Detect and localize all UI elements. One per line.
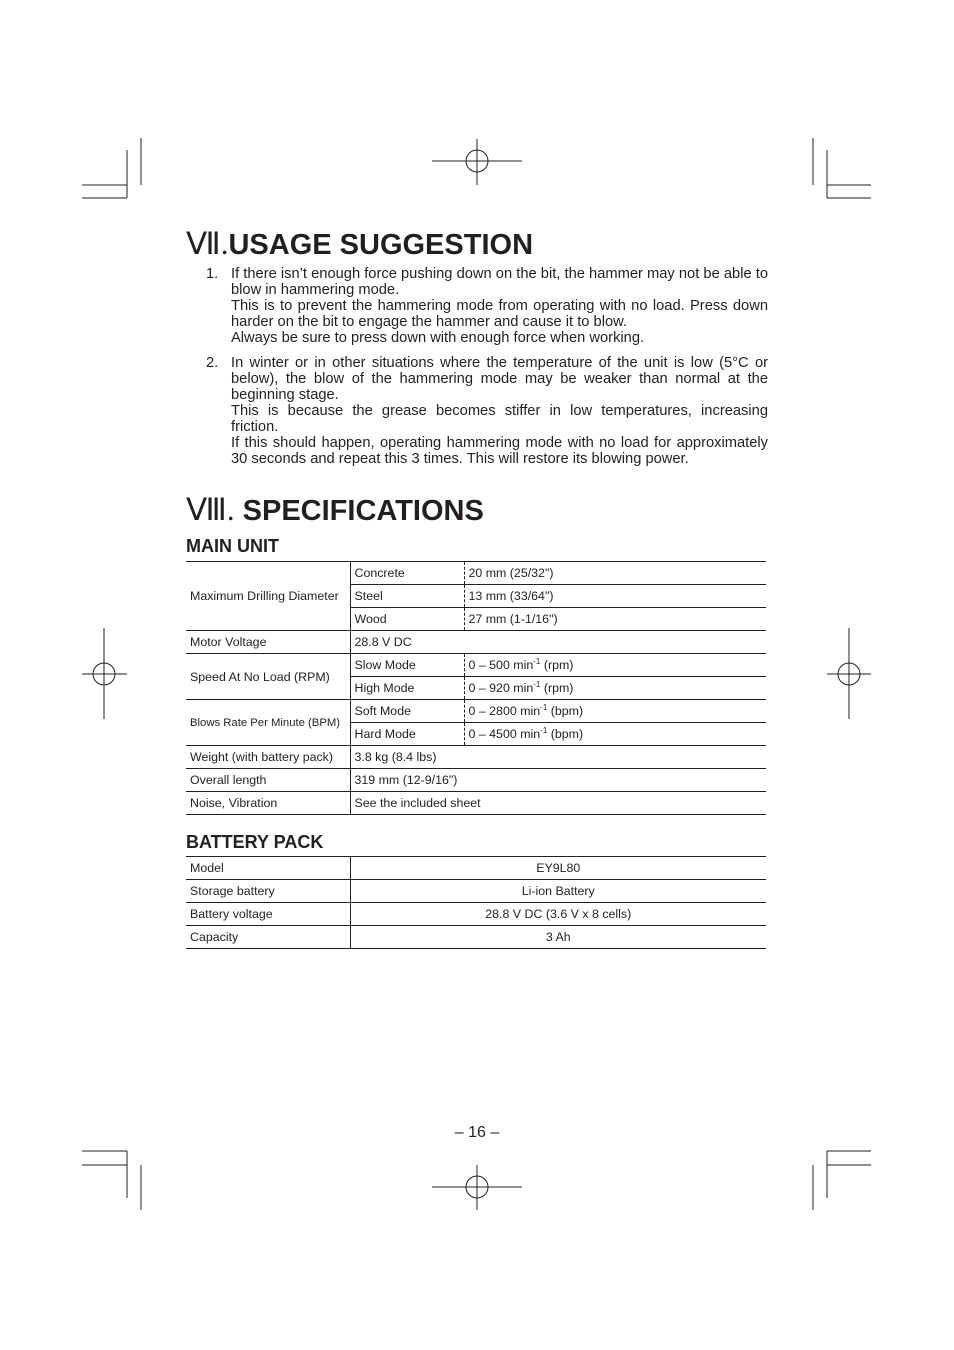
- row-sublabel: Slow Mode: [350, 654, 464, 677]
- item-paragraph: This is to prevent the hammering mode from operating with no load. Press down harder on the bit to engage the hammer and cause it to blow.: [231, 298, 768, 330]
- section-number: Ⅷ.: [186, 492, 235, 527]
- row-value: EY9L80: [350, 857, 766, 880]
- battery-pack-heading: BATTERY PACK: [186, 832, 324, 852]
- item-paragraph: If this should happen, operating hammering mode with no load for approximately 30 seconds and repeat this 3 times. This will restore its blowing power.: [231, 435, 768, 467]
- row-label: Model: [186, 857, 350, 880]
- row-label: Storage battery: [186, 880, 350, 903]
- row-value: 28.8 V DC (3.6 V x 8 cells): [350, 903, 766, 926]
- usage-item-1: [186, 266, 768, 346]
- row-value: 0 – 2800 $\min^{-1} (bpm)$: [464, 700, 766, 723]
- row-value: 0 – 500 $\min^{-1} (rpm)$: [464, 654, 766, 677]
- section-title: SPECIFICATIONS: [242, 495, 484, 527]
- row-value: 3 Ah: [350, 926, 766, 949]
- row-label: Capacity: [186, 926, 350, 949]
- table-row: [186, 880, 766, 903]
- item-number: 2.: [206, 355, 219, 371]
- table-row: [186, 631, 766, 654]
- row-sublabel: High Mode: [350, 677, 464, 700]
- battery-pack-table: [186, 856, 766, 949]
- row-sublabel: Hard Mode: [350, 723, 464, 746]
- main-unit-heading: MAIN UNIT: [186, 536, 279, 556]
- main-unit-table: [186, 561, 766, 815]
- row-value: 3.8 kg (8.4 lbs): [350, 746, 766, 769]
- item-number: 1.: [206, 266, 219, 282]
- row-value: 28.8 V DC: [350, 631, 766, 654]
- row-label: Weight (with battery pack): [186, 746, 350, 769]
- row-sublabel: Soft Mode: [350, 700, 464, 723]
- row-value: 0 – 920 $\min^{-1} (rpm)$: [464, 677, 766, 700]
- row-value: 13 mm (33/64"): [464, 585, 766, 608]
- item-paragraph: Always be sure to press down with enough force when working.: [231, 330, 645, 346]
- table-row: [186, 857, 766, 880]
- item-paragraph: If there isn’t enough force pushing down on the bit, the hammer may not be able to blow in hammering mode.: [231, 266, 768, 298]
- usage-suggestion-heading: [186, 228, 533, 261]
- table-row: [186, 700, 766, 723]
- row-value: See the included sheet: [350, 792, 766, 815]
- table-row: [186, 654, 766, 677]
- row-label: Blows Rate Per Minute (BPM): [186, 700, 350, 746]
- row-sublabel: Steel: [350, 585, 464, 608]
- item-paragraph: In winter or in other situations where the temperature of the unit is low (5°C or below), the blow of the hammering mode may be weaker than normal at the beginning stage.: [231, 355, 768, 403]
- row-value: 319 mm (12-9/16"): [350, 769, 766, 792]
- specifications-heading: [186, 494, 484, 527]
- table-row: [186, 792, 766, 815]
- table-row: [186, 926, 766, 949]
- row-label: Overall length: [186, 769, 350, 792]
- row-label: Speed At No Load (RPM): [186, 654, 350, 700]
- row-sublabel: Wood: [350, 608, 464, 631]
- page-number: – 16 –: [454, 1124, 500, 1141]
- row-value: 0 – 4500 $\min^{-1} (bpm)$: [464, 723, 766, 746]
- usage-item-2: [186, 355, 768, 467]
- row-label: Battery voltage: [186, 903, 350, 926]
- item-paragraph: This is because the grease becomes stiffer in low temperatures, increasing friction.: [231, 403, 768, 435]
- table-row: [186, 769, 766, 792]
- row-label: Maximum Drilling Diameter: [186, 562, 350, 631]
- table-row: [186, 562, 766, 585]
- section-title: USAGE SUGGESTION: [228, 229, 534, 261]
- row-sublabel: Concrete: [350, 562, 464, 585]
- table-row: [186, 746, 766, 769]
- row-value: 27 mm (1-1/16"): [464, 608, 766, 631]
- row-value: 20 mm (25/32"): [464, 562, 766, 585]
- table-row: [186, 903, 766, 926]
- row-label: Noise, Vibration: [186, 792, 350, 815]
- row-value: Li-ion Battery: [350, 880, 766, 903]
- section-number: Ⅶ.: [186, 226, 229, 261]
- row-label: Motor Voltage: [186, 631, 350, 654]
